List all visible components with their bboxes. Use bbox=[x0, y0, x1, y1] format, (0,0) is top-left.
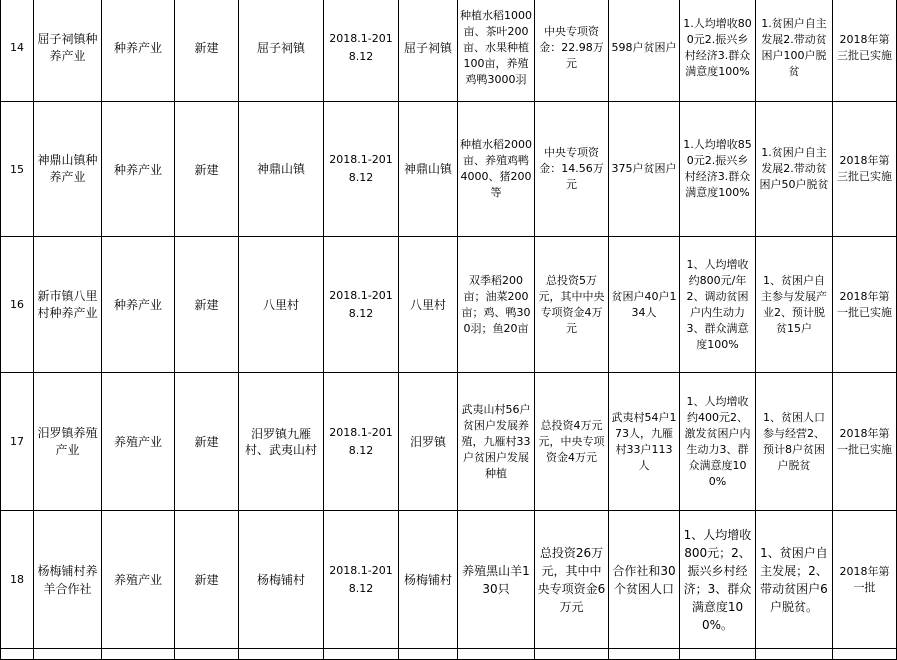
cell-project-name: 杨梅铺村养羊合作社 bbox=[34, 511, 102, 649]
cell-time: 2018.1-2018.12 bbox=[324, 0, 399, 102]
table-row bbox=[1, 373, 897, 511]
cell-status: 2018年第三批已实施 bbox=[833, 0, 897, 102]
cell-mechanism: 1.贫困户自主发展2.带动贫困户50户脱贫 bbox=[756, 102, 833, 237]
cell-status: 2018年第三批已实施 bbox=[833, 102, 897, 237]
cell-no: 15 bbox=[1, 102, 34, 237]
cell-owner: 屈子祠镇 bbox=[399, 0, 458, 102]
cell-mechanism: 1、贫困人口参与经营2、预计8户贫困户脱贫 bbox=[756, 373, 833, 511]
cell-time: 2018.1-2018.12 bbox=[324, 102, 399, 237]
cell-empty bbox=[1, 649, 34, 660]
cell-no: 17 bbox=[1, 373, 34, 511]
cell-empty bbox=[833, 649, 897, 660]
cell-project-name: 新市镇八里村种养产业 bbox=[34, 237, 102, 373]
cell-empty bbox=[324, 649, 399, 660]
cell-empty bbox=[175, 649, 239, 660]
table-row bbox=[1, 237, 897, 373]
cell-empty bbox=[756, 649, 833, 660]
cell-build-kind: 新建 bbox=[175, 102, 239, 237]
cell-fund: 总投资4万元元，中央专项资金4万元 bbox=[535, 373, 609, 511]
cell-empty bbox=[239, 649, 324, 660]
cell-owner: 杨梅铺村 bbox=[399, 511, 458, 649]
cell-location: 汨罗镇九雁村、武夷山村 bbox=[239, 373, 324, 511]
cell-effect: 1.人均增收850元2.振兴乡村经济3.群众满意度100% bbox=[680, 102, 756, 237]
cell-beneficiary: 贫困户40户134人 bbox=[609, 237, 680, 373]
cell-beneficiary: 武夷村54户173人，九雁村33户113人 bbox=[609, 373, 680, 511]
cell-scale: 双季稻200亩；油菜200亩；鸡、鸭300羽；鱼20亩 bbox=[458, 237, 535, 373]
cell-fund: 总投资5万元，其中中央专项资金4万元 bbox=[535, 237, 609, 373]
cell-project-type: 种养产业 bbox=[102, 237, 175, 373]
table-row bbox=[1, 0, 897, 102]
cell-build-kind: 新建 bbox=[175, 237, 239, 373]
cell-scale: 养殖黑山羊130只 bbox=[458, 511, 535, 649]
cell-effect: 1.人均增收800元2.振兴乡村经济3.群众满意度100% bbox=[680, 0, 756, 102]
cell-scale: 种植水稻1000亩、茶叶200亩、水果种植100亩，养殖鸡鸭3000羽 bbox=[458, 0, 535, 102]
cell-empty bbox=[535, 649, 609, 660]
cell-fund: 中央专项资金：22.98万元 bbox=[535, 0, 609, 102]
cell-beneficiary: 合作社和30个贫困人口 bbox=[609, 511, 680, 649]
cell-beneficiary: 598户贫困户 bbox=[609, 0, 680, 102]
cell-mechanism: 1.贫困户自主发展2.带动贫困户100户脱贫 bbox=[756, 0, 833, 102]
cell-fund: 总投资26万元，其中中央专项资金6万元 bbox=[535, 511, 609, 649]
cell-build-kind: 新建 bbox=[175, 511, 239, 649]
cell-status: 2018年第一批已实施 bbox=[833, 373, 897, 511]
cell-effect: 1、人均增收约800元/年2、调动贫困户内生动力3、群众满意度100% bbox=[680, 237, 756, 373]
cell-time: 2018.1-2018.12 bbox=[324, 373, 399, 511]
cell-project-type: 养殖产业 bbox=[102, 511, 175, 649]
cell-project-type: 种养产业 bbox=[102, 0, 175, 102]
cell-effect: 1、人均增收800元；2、振兴乡村经济；3、群众满意度100%。 bbox=[680, 511, 756, 649]
cell-project-name: 屈子祠镇种养产业 bbox=[34, 0, 102, 102]
cell-build-kind: 新建 bbox=[175, 0, 239, 102]
cell-no: 16 bbox=[1, 237, 34, 373]
cell-empty bbox=[399, 649, 458, 660]
cell-project-name: 汨罗镇养殖产业 bbox=[34, 373, 102, 511]
cell-scale: 武夷山村56户贫困户发展养殖，九雁村33户贫困户发展种植 bbox=[458, 373, 535, 511]
table-row bbox=[1, 511, 897, 649]
cell-location: 八里村 bbox=[239, 237, 324, 373]
cell-time: 2018.1-2018.12 bbox=[324, 237, 399, 373]
cell-mechanism: 1、贫困户自主发展；2、带动贫困户6户脱贫。 bbox=[756, 511, 833, 649]
cell-build-kind: 新建 bbox=[175, 373, 239, 511]
cell-status: 2018年第一批已实施 bbox=[833, 237, 897, 373]
cell-empty bbox=[680, 649, 756, 660]
cell-location: 神鼎山镇 bbox=[239, 102, 324, 237]
cell-project-type: 养殖产业 bbox=[102, 373, 175, 511]
cell-effect: 1、人均增收约400元2、激发贫困户内生动力3、群众满意度100% bbox=[680, 373, 756, 511]
cell-no: 14 bbox=[1, 0, 34, 102]
cell-no: 18 bbox=[1, 511, 34, 649]
cell-location: 屈子祠镇 bbox=[239, 0, 324, 102]
table-row bbox=[1, 102, 897, 237]
cell-empty bbox=[609, 649, 680, 660]
cell-status: 2018年第一批 bbox=[833, 511, 897, 649]
cell-project-name: 神鼎山镇种养产业 bbox=[34, 102, 102, 237]
cell-time: 2018.1-2018.12 bbox=[324, 511, 399, 649]
cell-location: 杨梅铺村 bbox=[239, 511, 324, 649]
cell-mechanism: 1、贫困户自主参与发展产业2、预计脱贫15户 bbox=[756, 237, 833, 373]
cell-empty bbox=[34, 649, 102, 660]
cell-owner: 八里村 bbox=[399, 237, 458, 373]
cell-scale: 种植水稻2000亩、养殖鸡鸭4000、猪200等 bbox=[458, 102, 535, 237]
cell-empty bbox=[458, 649, 535, 660]
cell-project-type: 种养产业 bbox=[102, 102, 175, 237]
table-row-partial bbox=[1, 649, 897, 660]
cell-empty bbox=[102, 649, 175, 660]
cell-owner: 神鼎山镇 bbox=[399, 102, 458, 237]
cell-beneficiary: 375户贫困户 bbox=[609, 102, 680, 237]
cell-owner: 汨罗镇 bbox=[399, 373, 458, 511]
cell-fund: 中央专项资金：14.56万元 bbox=[535, 102, 609, 237]
